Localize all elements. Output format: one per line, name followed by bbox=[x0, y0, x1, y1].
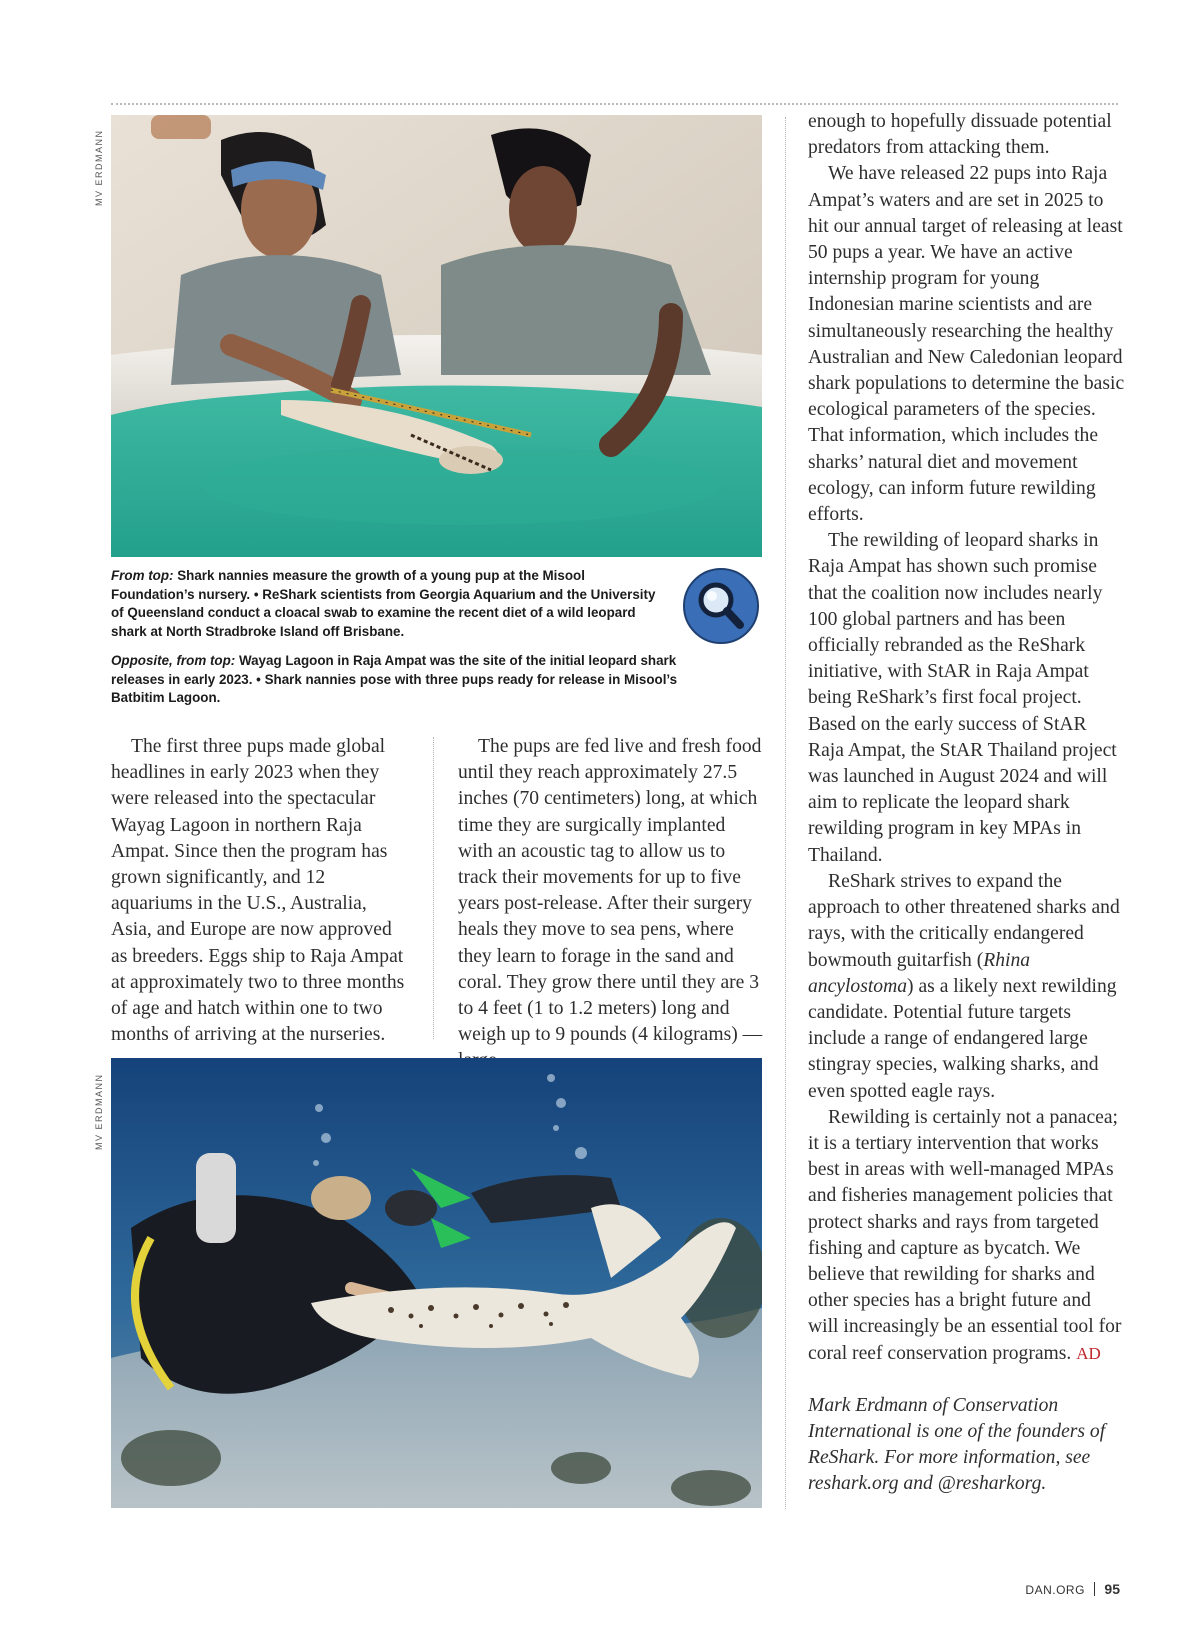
caption-text: Shark nannies measure the growth of a young pup at the Misool Foundation’s nursery. • ReShark scientists from Georgia Aquarium and the University of Queensland conduct a cloacal swab to examine the recent diet of a wild leopard shark at North Stradbroke Island off Brisbane. bbox=[111, 568, 656, 639]
photo-shark-nannies-measuring-pup bbox=[111, 115, 762, 557]
end-mark: AD bbox=[1076, 1343, 1101, 1363]
text-run: Rewilding is certainly not a panacea; it is a tertiary intervention that works best in areas with well-managed MPAs and fisheries management policies that protect sharks and rays from targeted fishing and capture as bycatch. We believe that rewilding for sharks and other species has a bright future and will increasingly be an essential tool for coral reef conservation programs. bbox=[808, 1106, 1122, 1364]
caption-lead: From top: bbox=[111, 568, 174, 583]
page-footer bbox=[950, 1581, 1120, 1597]
photo-credit-top: MV ERDMANN bbox=[94, 129, 104, 206]
text-run: ) as a likely next rewilding candidate. Potential future targets include a range of endangered large stingray species, walking sharks, and even spotted eagle rays. bbox=[808, 975, 1117, 1102]
paragraph bbox=[808, 869, 1126, 1105]
caption-lead: Opposite, from top: bbox=[111, 653, 236, 668]
text-run: ReShark strives to expand the approach to other threatened sharks and rays, with the critically endangered bowmouth guitarfish ( bbox=[808, 870, 1120, 971]
article-column-2 bbox=[458, 734, 764, 1075]
photo-divers-swab-leopard-shark bbox=[111, 1058, 762, 1508]
paragraph-continuation: enough to hopefully dissuade potential predators from attacking them. bbox=[808, 111, 1112, 159]
paragraph bbox=[808, 1105, 1126, 1367]
paragraph: The pups are fed live and fresh food until they reach approximately 27.5 inches (70 centimeters) long, at which time they are surgically implanted with an acoustic tag to allow us to track their movements for up to five years post-release. After their surgery heals they move to sea pens, where they learn to forage in the sand and coral. They grow there until they are 3 to 4 feet (1 to 1.2 meters) long and weigh up to 9 pounds (4 kilograms) — bbox=[458, 736, 763, 1046]
footer-site: DAN.ORG bbox=[1025, 1583, 1085, 1597]
paragraph: The rewilding of leopard sharks in Raja Ampat has shown such promise that the coalition now includes nearly 100 global partners and has been officially rebranded as the ReShark initiative, with StAR in Raja Ampat being ReShark’s first focal project. Based on the early success of StAR Raja Ampat, the StAR Thailand project was launched in August 2024 and will aim to replicate the leopard shark rewilding program in key MPAs in Thailand. bbox=[808, 530, 1117, 866]
species-name: Rhina ancylostoma bbox=[808, 949, 1031, 997]
magnifier-icon[interactable] bbox=[682, 567, 760, 645]
column-divider bbox=[433, 737, 434, 1039]
caption-text: Wayag Lagoon in Raja Ampat was the site of the initial leopard shark releases in early 2023. • Shark nannies pose with three pups ready for release in Misool’s Batbitim Lagoon. bbox=[111, 653, 678, 705]
top-dotted-rule bbox=[111, 103, 1118, 105]
photo-credit-bottom: MV ERDMANN bbox=[94, 1073, 104, 1150]
article-column-3 bbox=[808, 109, 1126, 1498]
article-column-1 bbox=[111, 734, 411, 1048]
author-bio: Mark Erdmann of Conservation International is one of the founders of ReShark. For more information, see reshark.org and @resharkorg. bbox=[808, 1394, 1106, 1495]
paragraph: We have released 22 pups into Raja Ampat’s waters and are set in 2025 to hit our annual target of releasing at least 50 pups a year. We have an active internship program for young Indonesian marine scientists and are simultaneously researching the healthy Australian and New Caledonian leopard shark populations to determine the basic ecological parameters of the species. That information, which includes the sharks’ natural diet and movement ecology, can inform future rewilding efforts. bbox=[808, 163, 1125, 526]
footer-separator bbox=[1094, 1582, 1096, 1596]
column-divider bbox=[785, 117, 786, 1509]
paragraph: The first three pups made global headlines in early 2023 when they were released into the spectacular Wayag Lagoon in northern Raja Ampat. Since then the program has grown significantly, and 12 aquariums in the U.S., Australia, Asia, and Europe are now approved as breeders. Eggs ship to Raja Ampat at approximately two to three months of age and hatch within one to two months of arriving at the nurseries. bbox=[111, 736, 405, 1046]
page-number: 95 bbox=[1104, 1581, 1120, 1597]
caption-this-page bbox=[111, 567, 671, 641]
caption-opposite-page bbox=[111, 652, 711, 708]
